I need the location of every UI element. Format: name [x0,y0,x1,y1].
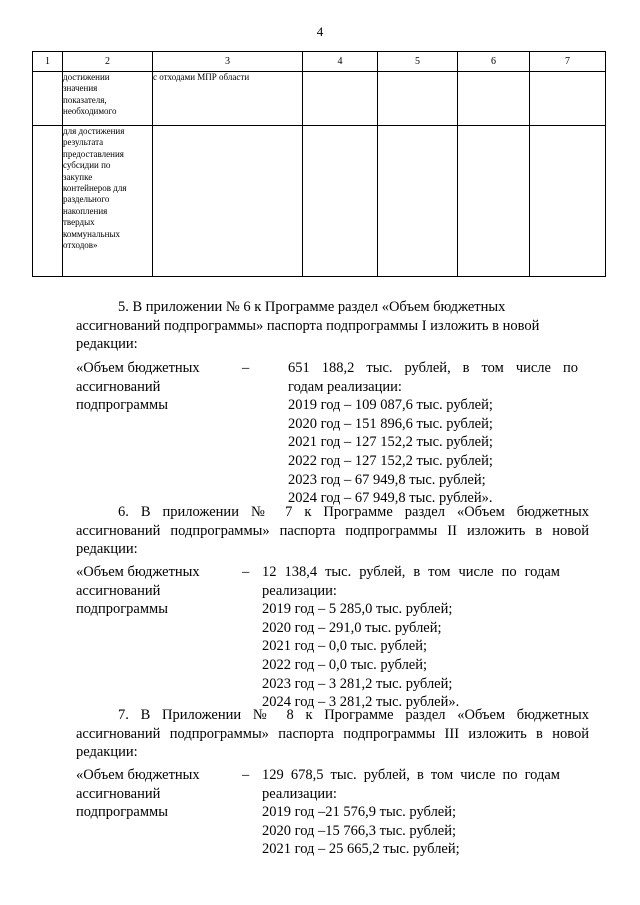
budget-values: 651 188,2 тыс. рублей, в том числе по годам реализации: 2019 год – 109 087,6 тыс. рублей; 2020 год – 151 896,6 тыс. рублей; 2021 год – 127 152,2 тыс. рублей; 2022 год – 127 152,2 тыс. рублей; 2023 год – 67 949,8 тыс. рублей; 2024 год – 67 949,8 тыс. рублей». [288,360,578,507]
table-header-cell: 6 [458,52,530,72]
budget-label: «Объем бюджетных ассигнований подпрограммы [76,767,200,821]
table-row [33,126,606,277]
table-row [33,72,606,126]
budget-label: «Объем бюджетных ассигнований подпрограммы [76,564,200,618]
table-cell: достижении значения показателя, необходимого [63,72,153,126]
table-header-cell: 3 [153,52,303,72]
dash: – [242,564,250,580]
table-header-cell: 4 [303,52,378,72]
table-header-cell: 1 [33,52,63,72]
table-cell: для достижения результата предоставления субсидии по закупке контейнеров для раздельного накопления твердых коммунальных отходов» [63,126,153,277]
section-7-intro: 7. В Приложении № 8 к Программе раздел «Объем бюджетных ассигнований подпрограммы» паспорта подпрограммы III изложить в новой редакции: [76,707,589,761]
budget-values: 129 678,5 тыс. рублей, в том числе по годам реализации: 2019 год –21 576,9 тыс. рублей; 2020 год –15 766,3 тыс. рублей; 2021 год – 25 665,2 тыс. рублей; [262,767,560,858]
table-header-cell: 2 [63,52,153,72]
table-header-cell: 7 [530,52,606,72]
table-header-cell: 5 [378,52,458,72]
dash: – [242,360,250,376]
table-header-row [33,52,606,72]
budget-values: 12 138,4 тыс. рублей, в том числе по годам реализации: 2019 год – 5 285,0 тыс. рублей; 2020 год – 291,0 тыс. рублей; 2021 год – 0,0 тыс. рублей; 2022 год – 0,0 тыс. рублей; 2023 год – 3 281,2 тыс. рублей; 2024 год – 3 281,2 тыс. рублей». [262,564,560,711]
section-5-intro: 5. В приложении № 6 к Программе раздел «Объем бюджетных ассигнований подпрограммы» паспорта подпрограммы I изложить в новой редакции: [76,299,540,353]
dash: – [242,767,250,783]
table-cell: с отходами МПР области [153,72,303,126]
page-number: 4 [316,24,324,39]
data-table [32,51,606,277]
section-6-intro: 6. В приложении № 7 к Программе раздел «Объем бюджетных ассигнований подпрограммы» паспорта подпрограммы II изложить в новой редакции: [76,504,589,558]
budget-label: «Объем бюджетных ассигнований подпрограммы [76,360,200,414]
table-cell [153,126,303,277]
